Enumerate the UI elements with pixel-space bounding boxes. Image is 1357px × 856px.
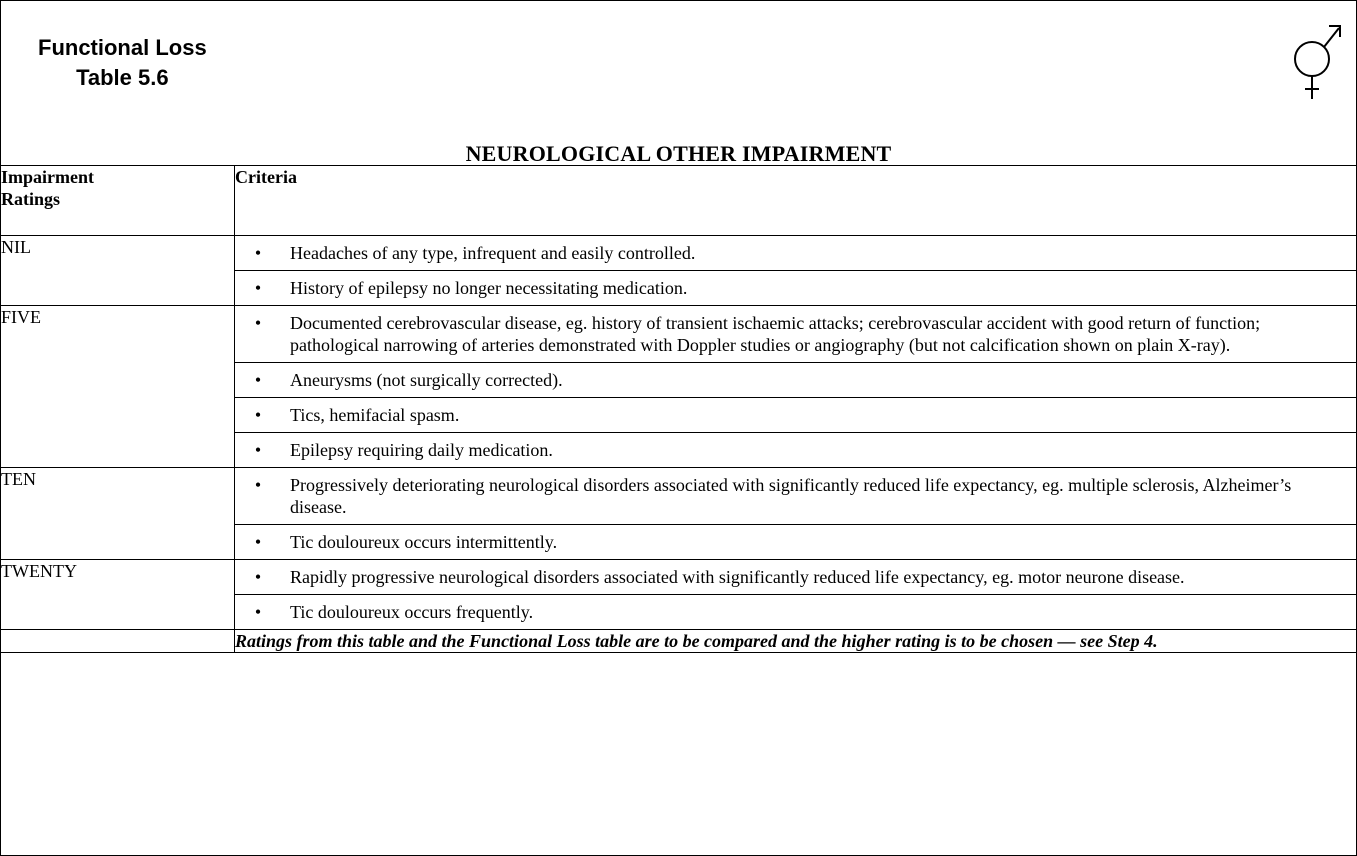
table-row bbox=[1, 468, 1357, 560]
criteria-text: Tics, hemifacial spasm. bbox=[290, 405, 460, 425]
impairment-table bbox=[0, 165, 1357, 653]
criteria-item bbox=[235, 525, 1357, 559]
criteria-item bbox=[235, 560, 1357, 595]
criteria-text: Epilepsy requiring daily medication. bbox=[290, 440, 553, 460]
note-cell: Ratings from this table and the Functional Loss table are to be compared and the higher rating is to be chosen — see Step 4. bbox=[235, 630, 1357, 653]
criteria-item bbox=[235, 236, 1357, 271]
bullet-icon: • bbox=[254, 567, 262, 587]
table-row bbox=[1, 236, 1357, 306]
criteria-text: Aneurysms (not surgically corrected). bbox=[290, 370, 563, 390]
criteria-item bbox=[235, 363, 1357, 398]
bullet-icon: • bbox=[254, 370, 262, 390]
bullet-icon: • bbox=[254, 405, 262, 425]
criteria-text: Rapidly progressive neurological disorders associated with significantly reduced life expectancy, eg. motor neurone disease. bbox=[290, 567, 1185, 587]
criteria-cell bbox=[235, 306, 1357, 468]
bullet-icon: • bbox=[254, 602, 262, 622]
rating-cell: TWENTY bbox=[1, 560, 235, 630]
criteria-cell bbox=[235, 236, 1357, 306]
criteria-text: Tic douloureux occurs intermittently. bbox=[290, 532, 558, 552]
criteria-cell bbox=[235, 468, 1357, 560]
table-row bbox=[1, 306, 1357, 468]
criteria-item bbox=[235, 433, 1357, 467]
page-title bbox=[38, 33, 207, 93]
bullet-icon: • bbox=[254, 475, 262, 495]
bullet-icon: • bbox=[254, 278, 262, 298]
criteria-item bbox=[235, 595, 1357, 629]
criteria-cell bbox=[235, 560, 1357, 630]
criteria-item bbox=[235, 468, 1357, 525]
column-header-ratings-line-1: Impairment bbox=[1, 167, 94, 187]
criteria-text: Headaches of any type, infrequent and easily controlled. bbox=[290, 243, 696, 263]
bullet-icon: • bbox=[254, 243, 262, 263]
column-header-criteria: Criteria bbox=[235, 166, 1357, 236]
title-line-2: Table 5.6 bbox=[76, 65, 169, 90]
criteria-text: Documented cerebrovascular disease, eg. history of transient ischaemic attacks; cerebrovascular accident with good return of function; pathological narrowing of arteries demonstrated with Doppler studies or angiography (but not calcification shown on plain X-ray). bbox=[290, 313, 1261, 355]
rating-cell: FIVE bbox=[1, 306, 235, 468]
criteria-text: Progressively deteriorating neurological disorders associated with significantly reduced life expectancy, eg. multiple sclerosis, Alzheimer’s disease. bbox=[290, 475, 1292, 517]
bullet-icon: • bbox=[254, 313, 262, 333]
column-header-ratings-line-2: Ratings bbox=[1, 189, 61, 209]
male-female-symbol-icon bbox=[1288, 15, 1344, 107]
rating-cell: NIL bbox=[1, 236, 235, 306]
title-line-1: Functional Loss bbox=[38, 35, 207, 60]
criteria-item bbox=[235, 398, 1357, 433]
criteria-item bbox=[235, 271, 1357, 305]
table-heading: NEUROLOGICAL OTHER IMPAIRMENT bbox=[465, 141, 892, 166]
criteria-item bbox=[235, 306, 1357, 363]
table-header-row bbox=[1, 166, 1357, 236]
column-header-ratings bbox=[1, 166, 235, 236]
note-empty-cell bbox=[1, 630, 235, 653]
table-row bbox=[1, 560, 1357, 630]
criteria-text: History of epilepsy no longer necessitating medication. bbox=[290, 278, 688, 298]
rating-cell: TEN bbox=[1, 468, 235, 560]
bullet-icon: • bbox=[254, 440, 262, 460]
table-body bbox=[1, 236, 1357, 653]
bullet-icon: • bbox=[254, 532, 262, 552]
note-row bbox=[1, 630, 1357, 653]
criteria-text: Tic douloureux occurs frequently. bbox=[290, 602, 534, 622]
